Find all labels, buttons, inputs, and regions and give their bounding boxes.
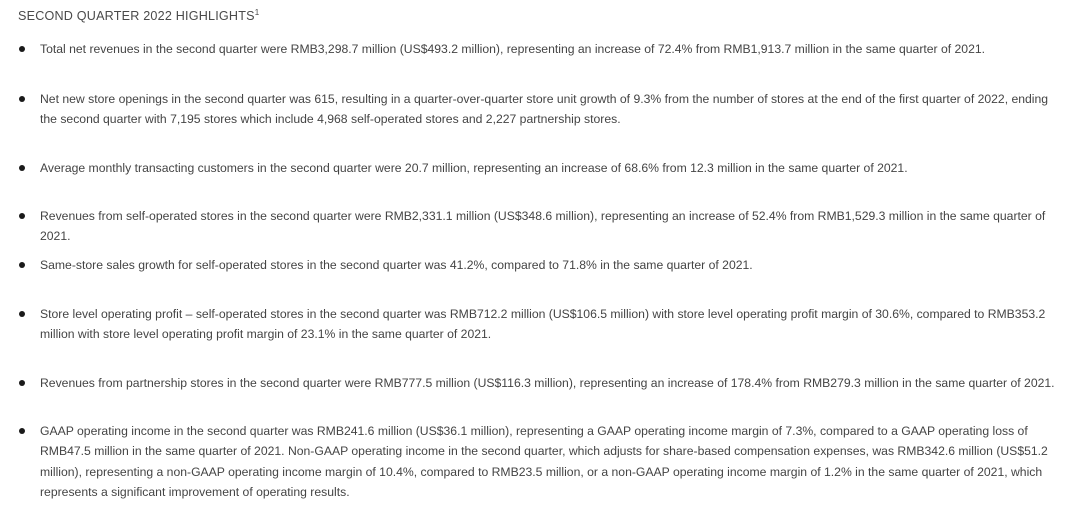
bullet-dot-icon [19, 46, 25, 52]
list-item [18, 39, 1060, 59]
list-item-text: Revenues from self-operated stores in the second quarter were RMB2,331.1 million (US$348.6 million), representing an increase of 52.4% from RMB1,529.3 million in the same quarter of 2021. [40, 209, 1046, 244]
footnote-marker: 1 [254, 7, 260, 17]
list-item-text: Total net revenues in the second quarter were RMB3,298.7 million (US$493.2 million), representing an increase of 72.4% from RMB1,913.7 million in the same quarter of 2021. [40, 42, 986, 56]
list-item [18, 206, 1060, 247]
list-item-text: Revenues from partnership stores in the second quarter were RMB777.5 million (US$116.3 million), representing an increase of 178.4% from RMB279.3 million in the same quarter of 2021. [40, 376, 1055, 390]
bullet-dot-icon [19, 428, 25, 434]
list-item [18, 304, 1060, 345]
bullet-dot-icon [19, 213, 25, 219]
bullet-dot-icon [19, 96, 25, 102]
section-heading-title: SECOND QUARTER 2022 HIGHLIGHTS [18, 9, 255, 23]
list-item [18, 373, 1060, 393]
list-item-text: Net new store openings in the second quarter was 615, resulting in a quarter-over-quarter store unit growth of 9.3% from the number of stores at the end of the first quarter of 2022, ending the second quarter with 7,195 stores which include 4,968 self-operated stores and 2,227 partnership stores. [40, 92, 1049, 127]
bullet-dot-icon [19, 311, 25, 317]
list-item-text: Average monthly transacting customers in the second quarter were 20.7 million, representing an increase of 68.6% from 12.3 million in the same quarter of 2021. [40, 161, 908, 175]
bullet-dot-icon [19, 262, 25, 268]
list-item-text: GAAP operating income in the second quarter was RMB241.6 million (US$36.1 million), representing a GAAP operating income margin of 7.3%, compared to a GAAP operating loss of RMB47.5 million in the same quarter of 2021. Non-GAAP operating income in the second quarter, which adjusts for share-based compensation expenses, was RMB342.6 million (US$51.2 million), representing a non-GAAP operating income margin of 10.4%, compared to RMB23.5 million, or a non-GAAP operating income margin of 1.2% in the same quarter of 2021, which represents a significant improvement of operating results. [40, 424, 1048, 499]
list-item [18, 421, 1060, 502]
list-item [18, 89, 1060, 130]
bullet-dot-icon [19, 165, 25, 171]
list-item-text: Same-store sales growth for self-operated stores in the second quarter was 41.2%, compared to 71.8% in the same quarter of 2021. [40, 258, 753, 272]
list-item [18, 158, 1060, 178]
list-item [18, 255, 1060, 275]
bullet-dot-icon [19, 380, 25, 386]
list-item-text: Store level operating profit – self-operated stores in the second quarter was RMB712.2 million (US$106.5 million) with store level operating profit margin of 30.6%, compared to RMB353.2 million with store level operating profit margin of 23.1% in the same quarter of 2021. [40, 307, 1046, 342]
section-heading [18, 9, 259, 23]
